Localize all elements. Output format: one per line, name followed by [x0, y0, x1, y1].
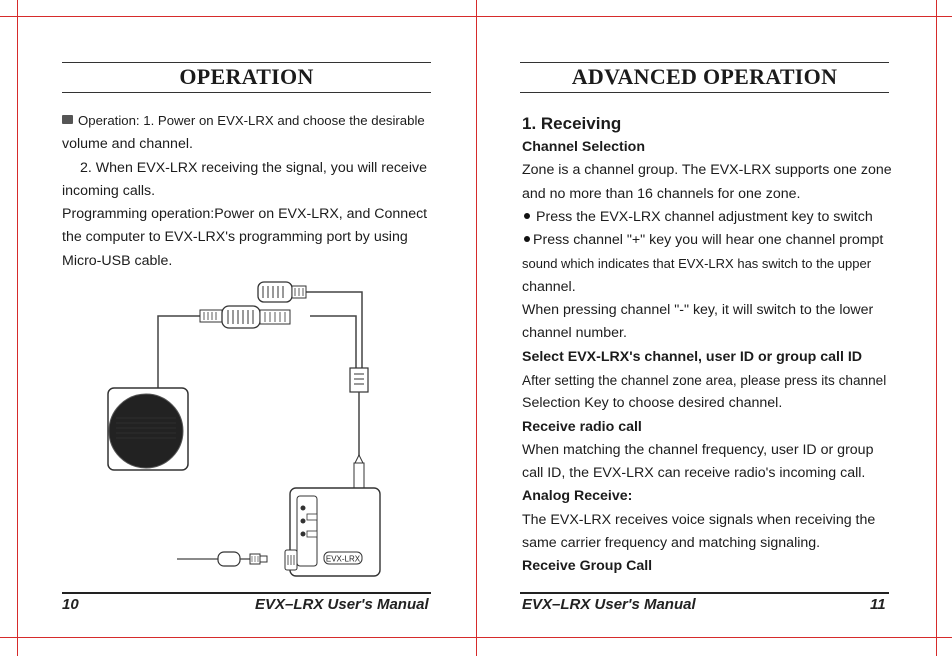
left-page-title: OPERATION	[179, 64, 314, 89]
channel-line-6: channel number.	[522, 325, 627, 342]
right-footer-title: EVX–LRX User's Manual	[522, 596, 696, 613]
right-page-title: ADVANCED OPERATION	[571, 64, 838, 89]
device-label: EVX-LRX	[325, 554, 361, 564]
operation-line-5: Programming operation:Power on EVX-LRX, and Connect	[62, 206, 428, 223]
channel-line-5: When pressing channel "-" key, it will switch to the lower	[522, 302, 874, 319]
select-line-2: Selection Key to choose desired channel.	[522, 395, 783, 412]
operation-line-7: Micro-USB cable.	[62, 252, 173, 269]
left-title-rule-top	[62, 62, 431, 63]
right-body-text	[522, 111, 902, 579]
radio-call-line-1: When matching the channel frequency, user ID or group	[522, 441, 874, 458]
bullet-icon	[524, 236, 530, 242]
right-page-number: 11	[870, 596, 886, 613]
right-footer-rule	[520, 592, 889, 594]
left-page-number: 10	[62, 596, 79, 613]
speaker-icon	[108, 388, 188, 470]
device-connection-illustration	[100, 278, 390, 578]
select-channel-heading: Select EVX-LRX's channel, user ID or group call ID	[522, 348, 863, 365]
left-body-text	[62, 109, 437, 273]
operation-line-1: Operation: 1. Power on EVX-LRX and choose the desirable	[62, 109, 437, 133]
crop-mark-left	[17, 0, 18, 656]
left-footer-title: EVX–LRX User's Manual	[255, 596, 429, 613]
analog-line-1: The EVX-LRX receives voice signals when receiving the	[522, 511, 876, 528]
usb-cable-icon	[177, 552, 267, 566]
channel-line-2: and no more than 16 channels for one zone.	[522, 185, 801, 202]
left-footer-rule	[62, 592, 431, 594]
channel-line-4: channel.	[522, 278, 576, 295]
operation-line-4: incoming calls.	[62, 182, 156, 199]
radio-call-line-2: call ID, the EVX-LRX can receive radio's incoming call.	[522, 465, 866, 482]
channel-line-3: sound which indicates that EVX-LRX has switch to the upper	[522, 256, 872, 272]
square-bullet-icon	[62, 115, 73, 124]
receive-group-call-heading: Receive Group Call	[522, 558, 653, 575]
crop-mark-right	[936, 0, 937, 656]
audio-plug-lower	[200, 306, 290, 328]
audio-plug-upper	[258, 282, 306, 302]
left-title-rule-bottom	[62, 92, 431, 93]
channel-line-1: Zone is a channel group. The EVX-LRX supports one zone	[522, 162, 892, 179]
analog-line-2: same carrier frequency and matching signaling.	[522, 535, 821, 552]
receiving-section-heading: 1. Receiving	[522, 114, 622, 133]
bullet-icon	[524, 213, 530, 219]
evx-lrx-unit	[285, 488, 380, 576]
crop-mark-center	[476, 0, 477, 656]
channel-selection-heading: Channel Selection	[522, 139, 645, 155]
operation-line-2: volume and channel.	[62, 136, 193, 153]
receive-radio-call-heading: Receive radio call	[522, 418, 642, 435]
right-title-rule-bottom	[520, 92, 889, 93]
operation-line-3: 2. When EVX-LRX receiving the signal, you will receive	[80, 159, 427, 176]
analog-receive-heading: Analog Receive:	[522, 488, 633, 505]
operation-line-6: the computer to EVX-LRX's programming port by using	[62, 229, 408, 246]
select-line-1: After setting the channel zone area, please press its channel	[522, 372, 887, 388]
right-title-rule-top	[520, 62, 889, 63]
channel-bullet-1: Press the EVX-LRX channel adjustment key to switch	[522, 206, 902, 229]
channel-bullet-2: Press channel "+" key you will hear one channel prompt	[522, 229, 902, 252]
